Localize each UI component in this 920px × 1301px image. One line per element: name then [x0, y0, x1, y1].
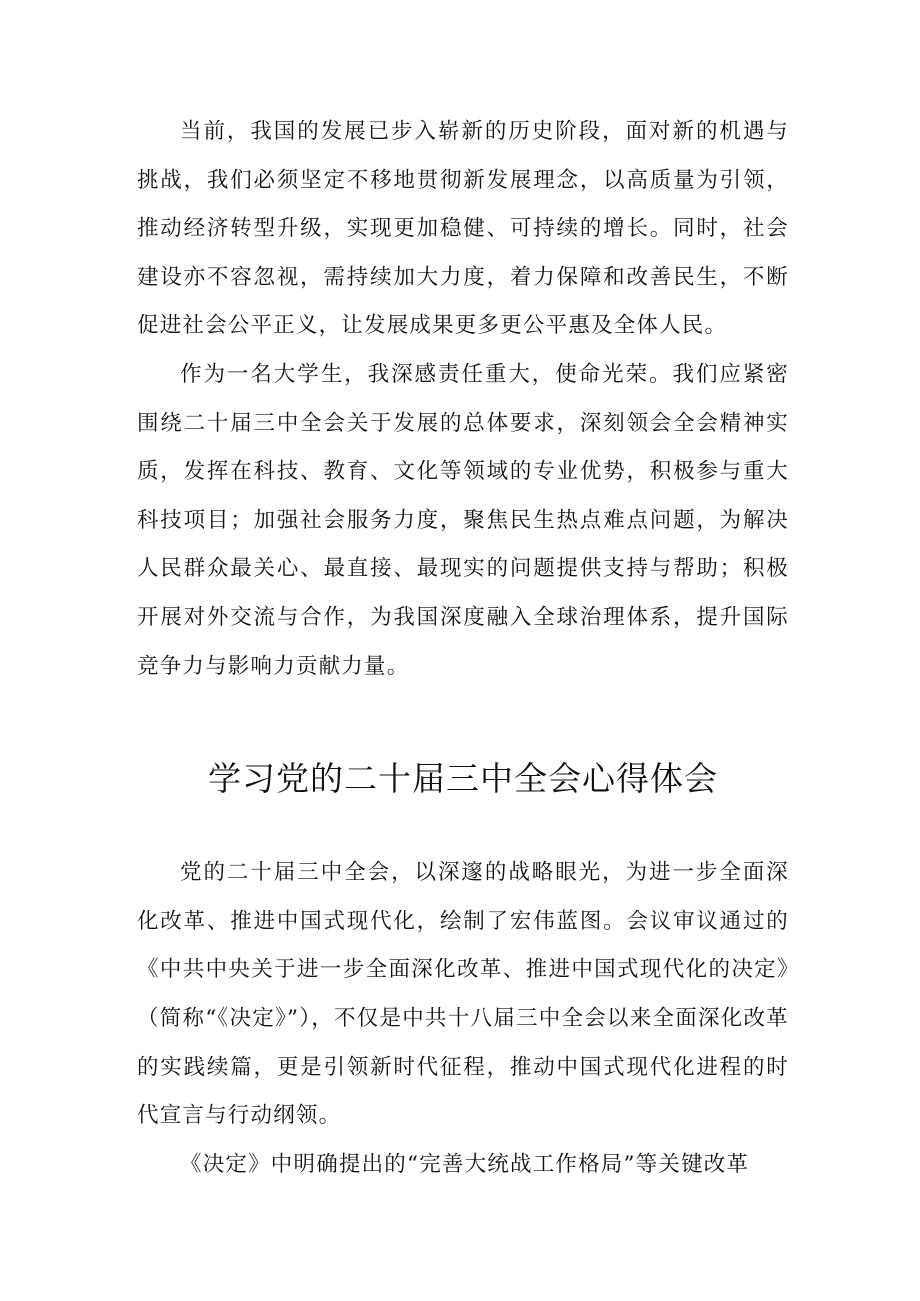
document-title: 学习党的二十届三中全会心得体会 [208, 759, 718, 799]
paragraph-student-responsibility: 作为一名大学生，我深感责任重大，使命光荣。我们应紧密围绕二十届三中全会关于发展的总体要求，深刻领会全会精神实质，发挥在科技、教育、文化等领域的专业优势，积极参与重大科技项目；加强社会服务力度，聚焦民生热点难点问题，为解决人民群众最关心、最直接、最现实的问题提供支持与帮助；积极开展对外交流与合作，为我国深度融入全球治理体系，提升国际竞争力与影响力贡献力量。 [137, 361, 789, 679]
paragraph-decision-reform: 《决定》中明确提出的“完善大统战工作格局”等关键改革 [180, 1151, 750, 1177]
paragraph-plenary-session: 党的二十届三中全会，以深邃的战略眼光，为进一步全面深化改革、推进中国式现代化，绘制了宏伟蓝图。会议审议通过的《中共中央关于进一步全面深化改革、推进中国式现代化的决定》（简称“《决定》”），不仅是中共十八届三中全会以来全面深化改革的实践续篇，更是引领新时代征程，推动中国式现代化进程的时代宣言与行动纲领。 [137, 860, 789, 1129]
document-body [137, 108, 789, 1189]
paragraph-current-development: 当前，我国的发展已步入崭新的历史阶段，面对新的机遇与挑战，我们必须坚定不移地贯彻新发展理念，以高质量为引领，推动经济转型升级，实现更加稳健、可持续的增长。同时，社会建设亦不容忽视，需持续加大力度，着力保障和改善民生，不断促进社会公平正义，让发展成果更多更公平惠及全体人民。 [137, 119, 789, 339]
